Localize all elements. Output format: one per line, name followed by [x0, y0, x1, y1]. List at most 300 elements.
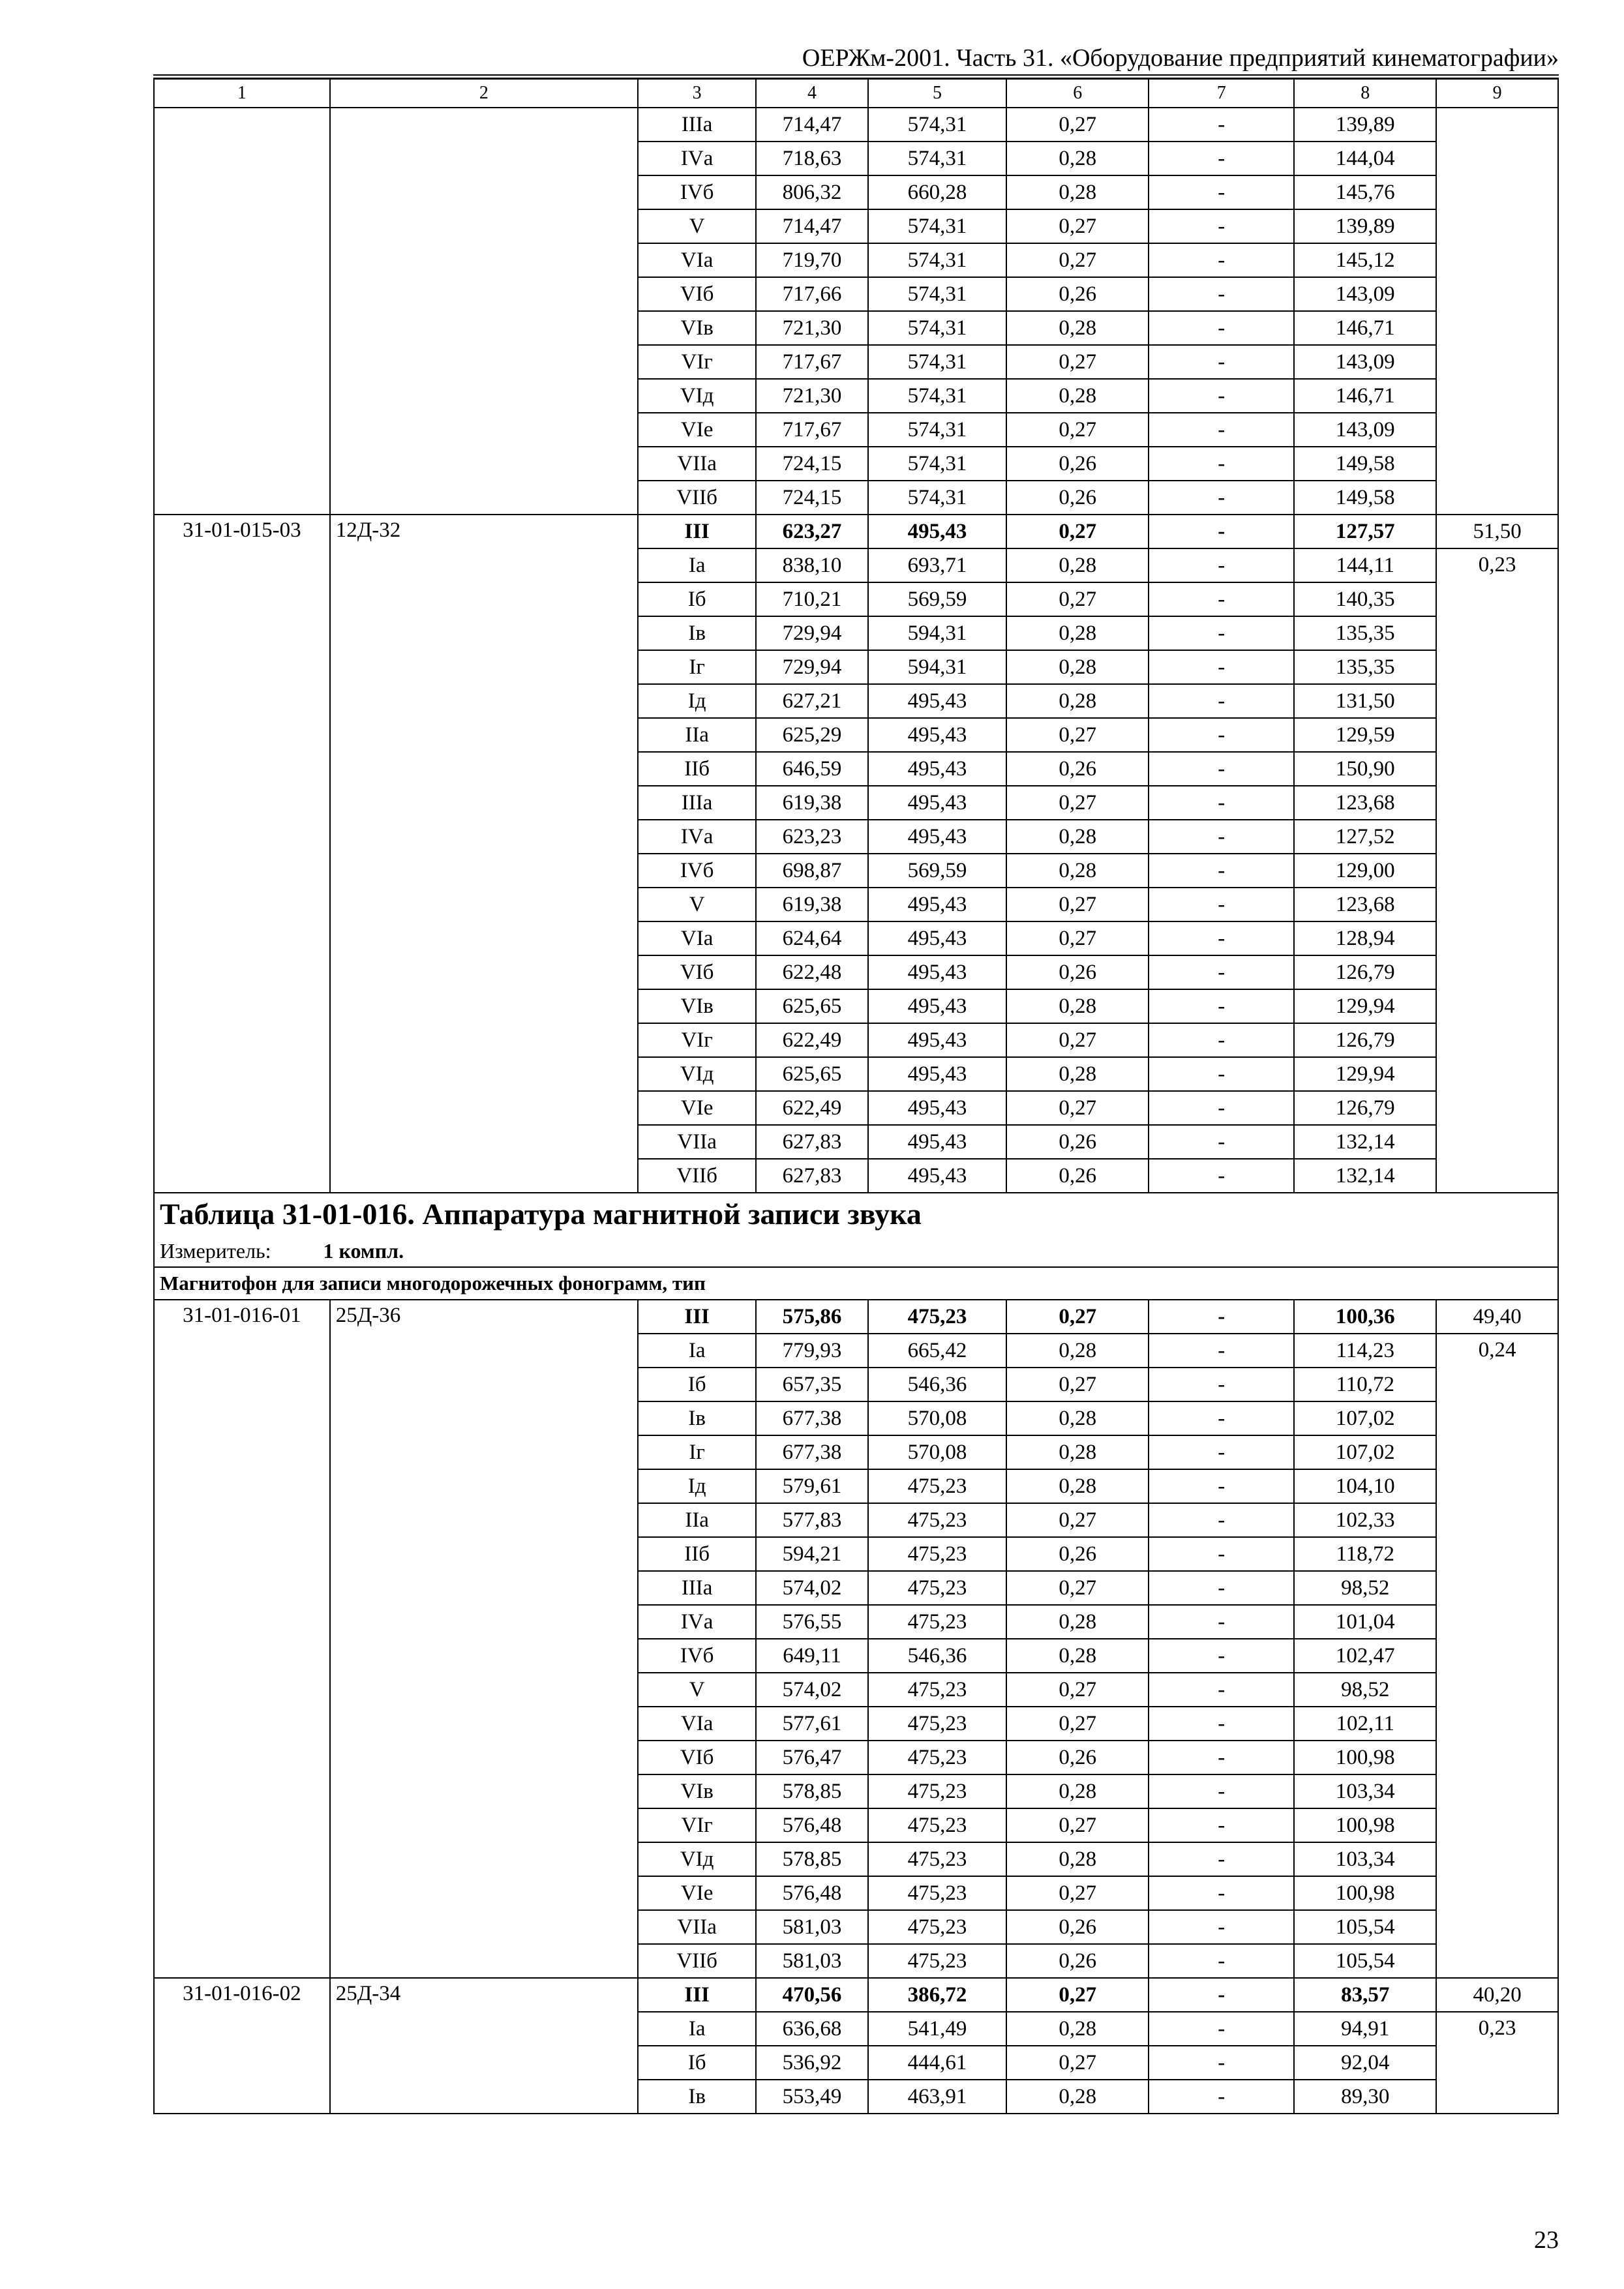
- machine-wage-cell: -: [1149, 718, 1294, 752]
- machine-cell: 0,28: [1006, 1057, 1149, 1091]
- cost-total-cell: 581,03: [756, 1944, 867, 1978]
- wage-cell: 475,23: [868, 1876, 1007, 1910]
- machine-wage-cell: -: [1149, 1774, 1294, 1808]
- wage-cell: 495,43: [868, 1023, 1007, 1057]
- machine-cell: 0,26: [1006, 1159, 1149, 1193]
- item-code-cell: 31-01-016-01: [154, 1300, 330, 1978]
- zone-cell: VIе: [638, 1091, 757, 1125]
- machine-wage-cell: -: [1149, 989, 1294, 1023]
- zone-cell: VIб: [638, 955, 757, 989]
- materials-cell: 139,89: [1294, 209, 1436, 243]
- machine-wage-cell: -: [1149, 1469, 1294, 1503]
- machine-cell: 0,28: [1006, 1435, 1149, 1469]
- cost-total-cell: 576,47: [756, 1741, 867, 1774]
- wage-cell: 495,43: [868, 515, 1007, 548]
- machine-wage-cell: -: [1149, 1707, 1294, 1741]
- zone-cell: VIIа: [638, 1910, 757, 1944]
- meter-label: Измеритель:: [160, 1239, 271, 1263]
- wage-cell: 495,43: [868, 888, 1007, 921]
- zone-cell: VIIа: [638, 447, 757, 481]
- machine-wage-cell: -: [1149, 1537, 1294, 1571]
- materials-cell: 145,12: [1294, 243, 1436, 277]
- machine-wage-cell: -: [1149, 582, 1294, 616]
- wage-cell: 475,23: [868, 1673, 1007, 1707]
- labor-cell: 0,24: [1436, 1334, 1558, 1978]
- wage-cell: 574,31: [868, 209, 1007, 243]
- materials-cell: 107,02: [1294, 1435, 1436, 1469]
- machine-wage-cell: -: [1149, 1876, 1294, 1910]
- machine-wage-cell: -: [1149, 311, 1294, 345]
- machine-wage-cell: -: [1149, 2012, 1294, 2046]
- machine-cell: 0,27: [1006, 108, 1149, 142]
- table-row: [154, 108, 1558, 142]
- item-code-cell: 31-01-015-03: [154, 515, 330, 1193]
- machine-cell: 0,26: [1006, 1944, 1149, 1978]
- materials-cell: 127,57: [1294, 515, 1436, 548]
- wage-cell: 475,23: [868, 1944, 1007, 1978]
- materials-cell: 146,71: [1294, 379, 1436, 413]
- cost-total-cell: 717,67: [756, 345, 867, 379]
- zone-cell: Iб: [638, 1368, 757, 1401]
- item-name-cell: [330, 108, 638, 515]
- wage-cell: 574,31: [868, 379, 1007, 413]
- machine-cell: 0,28: [1006, 1469, 1149, 1503]
- machine-cell: 0,27: [1006, 1876, 1149, 1910]
- zone-cell: Iг: [638, 650, 757, 684]
- materials-cell: 92,04: [1294, 2046, 1436, 2080]
- materials-cell: 129,00: [1294, 854, 1436, 888]
- machine-cell: 0,28: [1006, 2080, 1149, 2114]
- cost-total-cell: 625,65: [756, 989, 867, 1023]
- column-number-row: [154, 79, 1558, 108]
- wage-cell: 495,43: [868, 1057, 1007, 1091]
- column-number: 5: [868, 79, 1007, 108]
- wage-cell: 444,61: [868, 2046, 1007, 2080]
- wage-cell: 475,23: [868, 1503, 1007, 1537]
- zone-cell: Iв: [638, 1401, 757, 1435]
- cost-total-cell: 717,67: [756, 413, 867, 447]
- machine-cell: 0,28: [1006, 616, 1149, 650]
- labor-cell: 49,40: [1436, 1300, 1558, 1334]
- machine-wage-cell: -: [1149, 955, 1294, 989]
- machine-cell: 0,27: [1006, 1503, 1149, 1537]
- materials-cell: 129,94: [1294, 989, 1436, 1023]
- wage-cell: 495,43: [868, 989, 1007, 1023]
- materials-cell: 101,04: [1294, 1605, 1436, 1639]
- machine-cell: 0,27: [1006, 888, 1149, 921]
- wage-cell: 594,31: [868, 616, 1007, 650]
- column-number: 4: [756, 79, 867, 108]
- cost-total-cell: 838,10: [756, 548, 867, 582]
- machine-cell: 0,27: [1006, 2046, 1149, 2080]
- machine-cell: 0,28: [1006, 650, 1149, 684]
- zone-cell: VIб: [638, 277, 757, 311]
- materials-cell: 107,02: [1294, 1401, 1436, 1435]
- zone-cell: VIд: [638, 1057, 757, 1091]
- machine-cell: 0,26: [1006, 955, 1149, 989]
- materials-cell: 114,23: [1294, 1334, 1436, 1368]
- materials-cell: 100,98: [1294, 1808, 1436, 1842]
- machine-cell: 0,27: [1006, 921, 1149, 955]
- zone-cell: Iа: [638, 2012, 757, 2046]
- wage-cell: 574,31: [868, 108, 1007, 142]
- materials-cell: 94,91: [1294, 2012, 1436, 2046]
- machine-cell: 0,28: [1006, 854, 1149, 888]
- materials-cell: 105,54: [1294, 1944, 1436, 1978]
- machine-cell: 0,27: [1006, 718, 1149, 752]
- machine-cell: 0,27: [1006, 209, 1149, 243]
- cost-total-cell: 577,83: [756, 1503, 867, 1537]
- machine-wage-cell: -: [1149, 1673, 1294, 1707]
- materials-cell: 126,79: [1294, 1091, 1436, 1125]
- machine-wage-cell: -: [1149, 108, 1294, 142]
- cost-total-cell: 729,94: [756, 616, 867, 650]
- cost-total-cell: 577,61: [756, 1707, 867, 1741]
- machine-wage-cell: -: [1149, 1605, 1294, 1639]
- wage-cell: 594,31: [868, 650, 1007, 684]
- cost-total-cell: 578,85: [756, 1842, 867, 1876]
- machine-cell: 0,26: [1006, 1125, 1149, 1159]
- subsection-title-row: [154, 1267, 1558, 1300]
- materials-cell: 149,58: [1294, 447, 1436, 481]
- machine-cell: 0,26: [1006, 752, 1149, 786]
- machine-cell: 0,28: [1006, 1842, 1149, 1876]
- machine-cell: 0,27: [1006, 1571, 1149, 1605]
- wage-cell: 475,23: [868, 1842, 1007, 1876]
- wage-cell: 495,43: [868, 1125, 1007, 1159]
- machine-wage-cell: -: [1149, 2046, 1294, 2080]
- wage-cell: 574,31: [868, 447, 1007, 481]
- cost-total-cell: 718,63: [756, 142, 867, 175]
- zone-cell: IIб: [638, 1537, 757, 1571]
- machine-cell: 0,28: [1006, 311, 1149, 345]
- machine-cell: 0,27: [1006, 345, 1149, 379]
- machine-cell: 0,27: [1006, 1978, 1149, 2012]
- machine-wage-cell: -: [1149, 1435, 1294, 1469]
- machine-wage-cell: -: [1149, 413, 1294, 447]
- cost-total-cell: 714,47: [756, 108, 867, 142]
- materials-cell: 150,90: [1294, 752, 1436, 786]
- machine-wage-cell: -: [1149, 142, 1294, 175]
- zone-cell: VIв: [638, 989, 757, 1023]
- machine-cell: 0,27: [1006, 786, 1149, 820]
- cost-total-cell: 625,29: [756, 718, 867, 752]
- machine-wage-cell: -: [1149, 1808, 1294, 1842]
- zone-cell: IVа: [638, 820, 757, 854]
- machine-wage-cell: -: [1149, 1910, 1294, 1944]
- machine-wage-cell: -: [1149, 1944, 1294, 1978]
- machine-wage-cell: -: [1149, 1401, 1294, 1435]
- wage-cell: 570,08: [868, 1401, 1007, 1435]
- cost-total-cell: 553,49: [756, 2080, 867, 2114]
- materials-cell: 98,52: [1294, 1673, 1436, 1707]
- cost-total-cell: 806,32: [756, 175, 867, 209]
- wage-cell: 495,43: [868, 684, 1007, 718]
- table-body: [154, 79, 1558, 2114]
- machine-cell: 0,26: [1006, 1537, 1149, 1571]
- wage-cell: 495,43: [868, 786, 1007, 820]
- rates-table: [153, 78, 1559, 2114]
- machine-wage-cell: -: [1149, 379, 1294, 413]
- column-number: 7: [1149, 79, 1294, 108]
- subsection-title: Магнитофон для записи многодорожечных фонограмм, тип: [154, 1267, 1558, 1300]
- materials-cell: 143,09: [1294, 413, 1436, 447]
- table-row: [154, 515, 1558, 548]
- cost-total-cell: 576,48: [756, 1808, 867, 1842]
- column-number: 3: [638, 79, 757, 108]
- wage-cell: 665,42: [868, 1334, 1007, 1368]
- machine-wage-cell: -: [1149, 548, 1294, 582]
- labor-cell: 40,20: [1436, 1978, 1558, 2012]
- machine-cell: 0,28: [1006, 2012, 1149, 2046]
- zone-cell: Iв: [638, 616, 757, 650]
- cost-total-cell: 536,92: [756, 2046, 867, 2080]
- cost-total-cell: 574,02: [756, 1673, 867, 1707]
- machine-cell: 0,27: [1006, 1091, 1149, 1125]
- zone-cell: Iд: [638, 684, 757, 718]
- cost-total-cell: 717,66: [756, 277, 867, 311]
- zone-cell: Iа: [638, 1334, 757, 1368]
- machine-cell: 0,27: [1006, 1707, 1149, 1741]
- machine-wage-cell: -: [1149, 888, 1294, 921]
- zone-cell: VIIб: [638, 481, 757, 515]
- materials-cell: 100,98: [1294, 1741, 1436, 1774]
- column-number: 6: [1006, 79, 1149, 108]
- zone-cell: III: [638, 1978, 757, 2012]
- zone-cell: IIб: [638, 752, 757, 786]
- zone-cell: VIд: [638, 379, 757, 413]
- machine-wage-cell: -: [1149, 1091, 1294, 1125]
- cost-total-cell: 578,85: [756, 1774, 867, 1808]
- cost-total-cell: 619,38: [756, 888, 867, 921]
- cost-total-cell: 714,47: [756, 209, 867, 243]
- zone-cell: Iб: [638, 582, 757, 616]
- wage-cell: 546,36: [868, 1639, 1007, 1673]
- zone-cell: Iб: [638, 2046, 757, 2080]
- cost-total-cell: 581,03: [756, 1910, 867, 1944]
- cost-total-cell: 719,70: [756, 243, 867, 277]
- materials-cell: 126,79: [1294, 1023, 1436, 1057]
- cost-total-cell: 649,11: [756, 1639, 867, 1673]
- materials-cell: 128,94: [1294, 921, 1436, 955]
- cost-total-cell: 677,38: [756, 1435, 867, 1469]
- cost-total-cell: 579,61: [756, 1469, 867, 1503]
- wage-cell: 475,23: [868, 1774, 1007, 1808]
- machine-cell: 0,26: [1006, 447, 1149, 481]
- cost-total-cell: 627,21: [756, 684, 867, 718]
- cost-total-cell: 594,21: [756, 1537, 867, 1571]
- wage-cell: 475,23: [868, 1707, 1007, 1741]
- machine-wage-cell: -: [1149, 447, 1294, 481]
- machine-wage-cell: -: [1149, 786, 1294, 820]
- zone-cell: VIв: [638, 1774, 757, 1808]
- wage-cell: 574,31: [868, 243, 1007, 277]
- machine-cell: 0,28: [1006, 175, 1149, 209]
- cost-total-cell: 574,02: [756, 1571, 867, 1605]
- machine-cell: 0,26: [1006, 1910, 1149, 1944]
- machine-wage-cell: -: [1149, 684, 1294, 718]
- zone-cell: VIе: [638, 413, 757, 447]
- zone-cell: VIд: [638, 1842, 757, 1876]
- zone-cell: III: [638, 515, 757, 548]
- machine-wage-cell: -: [1149, 345, 1294, 379]
- cost-total-cell: 779,93: [756, 1334, 867, 1368]
- meter-row: [154, 1235, 1558, 1267]
- cost-total-cell: 622,48: [756, 955, 867, 989]
- materials-cell: 103,34: [1294, 1774, 1436, 1808]
- machine-wage-cell: -: [1149, 1057, 1294, 1091]
- materials-cell: 135,35: [1294, 650, 1436, 684]
- wage-cell: 475,23: [868, 1469, 1007, 1503]
- wage-cell: 546,36: [868, 1368, 1007, 1401]
- materials-cell: 129,59: [1294, 718, 1436, 752]
- wage-cell: 569,59: [868, 854, 1007, 888]
- materials-cell: 100,36: [1294, 1300, 1436, 1334]
- materials-cell: 123,68: [1294, 786, 1436, 820]
- materials-cell: 105,54: [1294, 1910, 1436, 1944]
- machine-cell: 0,27: [1006, 515, 1149, 548]
- machine-cell: 0,28: [1006, 1334, 1149, 1368]
- materials-cell: 127,52: [1294, 820, 1436, 854]
- wage-cell: 541,49: [868, 2012, 1007, 2046]
- zone-cell: Iа: [638, 548, 757, 582]
- materials-cell: 131,50: [1294, 684, 1436, 718]
- machine-wage-cell: -: [1149, 243, 1294, 277]
- table-row: [154, 1978, 1558, 2012]
- zone-cell: VIв: [638, 311, 757, 345]
- zone-cell: V: [638, 888, 757, 921]
- machine-cell: 0,28: [1006, 548, 1149, 582]
- cost-total-cell: 729,94: [756, 650, 867, 684]
- cost-total-cell: 623,23: [756, 820, 867, 854]
- machine-cell: 0,27: [1006, 1673, 1149, 1707]
- machine-wage-cell: -: [1149, 209, 1294, 243]
- machine-wage-cell: -: [1149, 277, 1294, 311]
- materials-cell: 118,72: [1294, 1537, 1436, 1571]
- machine-wage-cell: -: [1149, 1334, 1294, 1368]
- machine-cell: 0,26: [1006, 1741, 1149, 1774]
- zone-cell: VIа: [638, 243, 757, 277]
- machine-wage-cell: -: [1149, 616, 1294, 650]
- machine-cell: 0,27: [1006, 243, 1149, 277]
- machine-wage-cell: -: [1149, 752, 1294, 786]
- wage-cell: 475,23: [868, 1910, 1007, 1944]
- column-number: 8: [1294, 79, 1436, 108]
- zone-cell: VIе: [638, 1876, 757, 1910]
- cost-total-cell: 677,38: [756, 1401, 867, 1435]
- wage-cell: 495,43: [868, 752, 1007, 786]
- wage-cell: 495,43: [868, 921, 1007, 955]
- materials-cell: 98,52: [1294, 1571, 1436, 1605]
- zone-cell: V: [638, 1673, 757, 1707]
- wage-cell: 475,23: [868, 1741, 1007, 1774]
- cost-total-cell: 627,83: [756, 1159, 867, 1193]
- item-code-cell: [154, 108, 330, 515]
- wage-cell: 475,23: [868, 1808, 1007, 1842]
- zone-cell: VIIа: [638, 1125, 757, 1159]
- zone-cell: IIа: [638, 718, 757, 752]
- wage-cell: 475,23: [868, 1571, 1007, 1605]
- machine-wage-cell: -: [1149, 854, 1294, 888]
- machine-wage-cell: -: [1149, 1842, 1294, 1876]
- machine-cell: 0,27: [1006, 1023, 1149, 1057]
- materials-cell: 103,34: [1294, 1842, 1436, 1876]
- machine-wage-cell: -: [1149, 820, 1294, 854]
- materials-cell: 129,94: [1294, 1057, 1436, 1091]
- materials-cell: 143,09: [1294, 345, 1436, 379]
- materials-cell: 83,57: [1294, 1978, 1436, 2012]
- machine-wage-cell: -: [1149, 2080, 1294, 2114]
- machine-cell: 0,27: [1006, 1368, 1149, 1401]
- materials-cell: 143,09: [1294, 277, 1436, 311]
- wage-cell: 495,43: [868, 955, 1007, 989]
- machine-wage-cell: -: [1149, 1978, 1294, 2012]
- machine-cell: 0,28: [1006, 684, 1149, 718]
- wage-cell: 569,59: [868, 582, 1007, 616]
- machine-wage-cell: -: [1149, 1639, 1294, 1673]
- zone-cell: IVб: [638, 1639, 757, 1673]
- materials-cell: 132,14: [1294, 1125, 1436, 1159]
- section-title-row: [154, 1193, 1558, 1235]
- cost-total-cell: 625,65: [756, 1057, 867, 1091]
- wage-cell: 495,43: [868, 1091, 1007, 1125]
- zone-cell: VIг: [638, 1023, 757, 1057]
- wage-cell: 693,71: [868, 548, 1007, 582]
- machine-cell: 0,28: [1006, 1774, 1149, 1808]
- cost-total-cell: 710,21: [756, 582, 867, 616]
- zone-cell: VIг: [638, 1808, 757, 1842]
- machine-wage-cell: -: [1149, 650, 1294, 684]
- materials-cell: 144,11: [1294, 548, 1436, 582]
- machine-cell: 0,28: [1006, 1401, 1149, 1435]
- zone-cell: IVа: [638, 1605, 757, 1639]
- machine-wage-cell: -: [1149, 1368, 1294, 1401]
- wage-cell: 475,23: [868, 1605, 1007, 1639]
- cost-total-cell: 721,30: [756, 379, 867, 413]
- labor-cell: 51,50: [1436, 515, 1558, 548]
- header-rule: [153, 74, 1559, 76]
- machine-cell: 0,27: [1006, 413, 1149, 447]
- materials-cell: 132,14: [1294, 1159, 1436, 1193]
- zone-cell: VIIб: [638, 1944, 757, 1978]
- zone-cell: IIIа: [638, 1571, 757, 1605]
- page-number: 23: [1534, 2226, 1559, 2254]
- zone-cell: IIа: [638, 1503, 757, 1537]
- cost-total-cell: 576,55: [756, 1605, 867, 1639]
- machine-wage-cell: -: [1149, 1503, 1294, 1537]
- item-code-cell: 31-01-016-02: [154, 1978, 330, 2114]
- materials-cell: 102,33: [1294, 1503, 1436, 1537]
- wage-cell: 495,43: [868, 1159, 1007, 1193]
- zone-cell: VIа: [638, 921, 757, 955]
- machine-wage-cell: -: [1149, 1159, 1294, 1193]
- zone-cell: IVб: [638, 854, 757, 888]
- wage-cell: 574,31: [868, 142, 1007, 175]
- materials-cell: 140,35: [1294, 582, 1436, 616]
- cost-total-cell: 622,49: [756, 1023, 867, 1057]
- materials-cell: 110,72: [1294, 1368, 1436, 1401]
- materials-cell: 144,04: [1294, 142, 1436, 175]
- zone-cell: Iг: [638, 1435, 757, 1469]
- materials-cell: 102,47: [1294, 1639, 1436, 1673]
- machine-wage-cell: -: [1149, 1125, 1294, 1159]
- wage-cell: 574,31: [868, 311, 1007, 345]
- cost-total-cell: 624,64: [756, 921, 867, 955]
- machine-wage-cell: -: [1149, 1300, 1294, 1334]
- zone-cell: V: [638, 209, 757, 243]
- column-number: 1: [154, 79, 330, 108]
- zone-cell: III: [638, 1300, 757, 1334]
